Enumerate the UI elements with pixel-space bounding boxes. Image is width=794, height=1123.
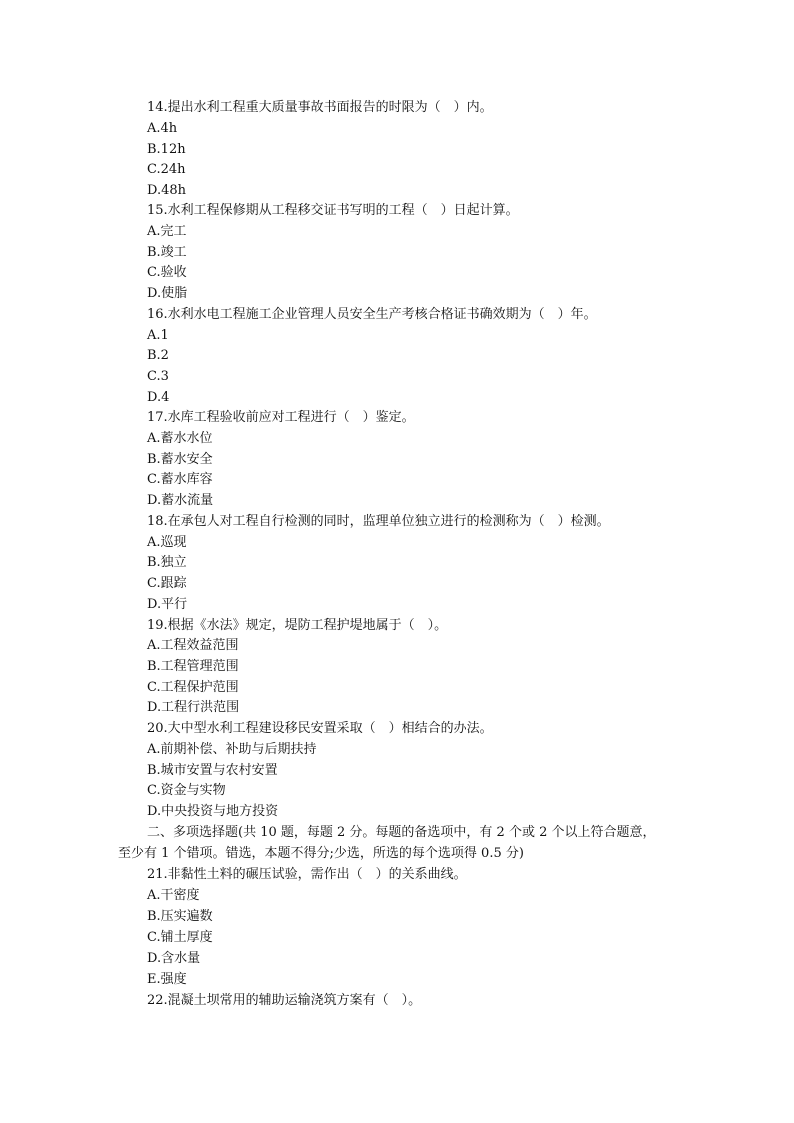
question-14-stem: 14.提出水利工程重大质量事故书面报告的时限为（ ）内。 [147, 100, 493, 115]
question-17-option-a: A.蓄水水位 [147, 431, 213, 446]
question-19-option-c: C.工程保护范围 [147, 680, 239, 695]
question-20-option-a: A.前期补偿、补助与后期扶持 [147, 742, 317, 757]
question-19-option-a: A.工程效益范围 [147, 638, 239, 653]
question-19-option-b: B.工程管理范围 [147, 659, 239, 674]
question-14-option-a: A.4h [147, 121, 178, 136]
question-16-stem: 16.水利水电工程施工企业管理人员安全生产考核合格证书确效期为（ ）年。 [147, 307, 597, 322]
question-16-option-c: C.3 [147, 369, 169, 384]
question-18-option-d: D.平行 [147, 597, 188, 612]
question-18-stem: 18.在承包人对工程自行检测的同时，监理单位独立进行的检测称为（ ）检测。 [147, 514, 610, 529]
question-15-option-c: C.验收 [147, 265, 187, 280]
question-20-option-b: B.城市安置与农村安置 [147, 763, 278, 778]
question-15-stem: 15.水利工程保修期从工程移交证书写明的工程（ ）日起计算。 [147, 203, 519, 218]
question-14-option-c: C.24h [147, 162, 186, 177]
section-heading-line-2: 至少有 1 个错项。错选，本题不得分;少选，所选的每个选项得 0.5 分) [118, 846, 524, 861]
question-15-option-b: B.竣工 [147, 245, 187, 260]
question-21-stem: 21.非黏性土料的碾压试验，需作出（ ）的关系曲线。 [147, 867, 467, 882]
question-15-option-a: A.完工 [147, 224, 187, 239]
question-14-option-d: D.48h [147, 183, 187, 198]
section-heading-line-1: 二、多项选择题(共 10 题，每题 2 分。每题的备选项中，有 2 个或 2 个以上符合题意， [147, 825, 656, 840]
question-21-option-e: E.强度 [147, 972, 187, 987]
question-17-option-c: C.蓄水库容 [147, 472, 213, 487]
question-17-stem: 17.水库工程验收前应对工程进行（ ）鉴定。 [147, 410, 415, 425]
question-20-stem: 20.大中型水利工程建设移民安置采取（ ）相结合的办法。 [147, 721, 493, 736]
question-14-option-b: B.12h [147, 142, 186, 157]
question-19-stem: 19.根据《水法》规定，堤防工程护堤地属于（ ）。 [147, 618, 448, 633]
question-16-option-a: A.1 [147, 328, 169, 343]
question-19-option-d: D.工程行洪范围 [147, 700, 240, 715]
question-21-option-c: C.铺土厚度 [147, 930, 213, 945]
question-18-option-c: C.跟踪 [147, 576, 187, 591]
question-21-option-a: A.干密度 [147, 888, 200, 903]
question-18-option-a: A.巡现 [147, 535, 187, 550]
question-18-option-b: B.独立 [147, 555, 187, 570]
question-17-option-b: B.蓄水安全 [147, 452, 213, 467]
question-21-option-d: D.含水量 [147, 951, 201, 966]
question-16-option-b: B.2 [147, 348, 169, 363]
question-21-option-b: B.压实遍数 [147, 909, 213, 924]
question-16-option-d: D.4 [147, 390, 170, 405]
question-22-stem: 22.混凝土坝常用的辅助运输浇筑方案有（ ）。 [147, 993, 422, 1008]
question-17-option-d: D.蓄水流量 [147, 493, 214, 508]
question-20-option-c: C.资金与实物 [147, 783, 226, 798]
question-15-option-d: D.使脂 [147, 286, 188, 301]
question-20-option-d: D.中央投资与地方投资 [147, 804, 279, 819]
